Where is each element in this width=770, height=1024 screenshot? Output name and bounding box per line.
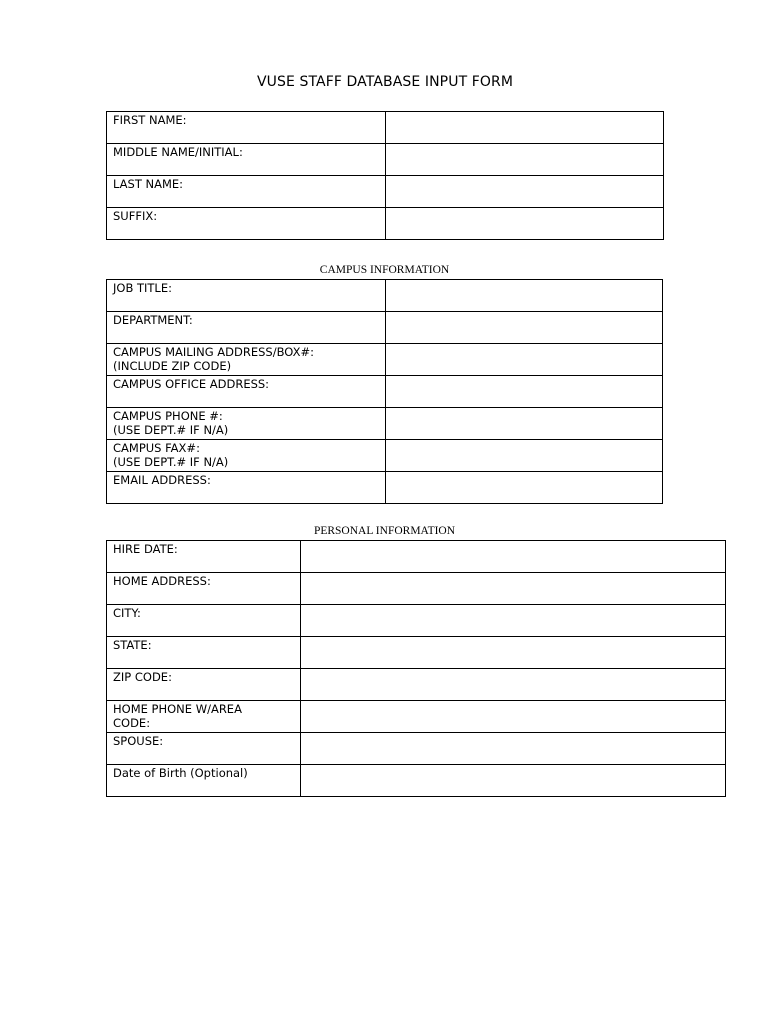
field-input-last-name[interactable]: [386, 176, 664, 208]
field-input-city[interactable]: [301, 605, 726, 637]
field-input-middle-name-initial[interactable]: [386, 144, 664, 176]
form-row-city: [107, 605, 726, 637]
form-row-department: [107, 312, 663, 344]
form-row-campus-office-address: [107, 376, 663, 408]
form-row-suffix: [107, 208, 664, 240]
field-input-hire-date[interactable]: [301, 541, 726, 573]
field-label-campus-office-address: CAMPUS OFFICE ADDRESS:: [107, 376, 386, 408]
field-input-spouse[interactable]: [301, 733, 726, 765]
form-row-job-title: [107, 280, 663, 312]
field-input-campus-fax-use-dept-if-n-a[interactable]: [386, 440, 663, 472]
field-input-state[interactable]: [301, 637, 726, 669]
field-label-home-phone-w-area-code: HOME PHONE W/AREA CODE:: [107, 701, 301, 733]
form-row-home-address: [107, 573, 726, 605]
field-input-campus-office-address[interactable]: [386, 376, 663, 408]
field-label-job-title: JOB TITLE:: [107, 280, 386, 312]
form-row-hire-date: [107, 541, 726, 573]
form-row-date-of-birth-optional: [107, 765, 726, 797]
form-row-middle-name-initial: [107, 144, 664, 176]
field-label-department: DEPARTMENT:: [107, 312, 386, 344]
field-input-home-phone-w-area-code[interactable]: [301, 701, 726, 733]
field-label-last-name: LAST NAME:: [107, 176, 386, 208]
form-row-state: [107, 637, 726, 669]
field-input-job-title[interactable]: [386, 280, 663, 312]
name-table: [106, 111, 664, 240]
field-label-first-name: FIRST NAME:: [107, 112, 386, 144]
field-input-suffix[interactable]: [386, 208, 664, 240]
form-row-campus-mailing-address-box-include-zip-code: [107, 344, 663, 376]
field-label-campus-mailing-address-box-include-zip-code: CAMPUS MAILING ADDRESS/BOX#: (INCLUDE ZIP CODE): [107, 344, 386, 376]
field-input-campus-mailing-address-box-include-zip-code[interactable]: [386, 344, 663, 376]
field-label-state: STATE:: [107, 637, 301, 669]
field-label-zip-code: ZIP CODE:: [107, 669, 301, 701]
field-label-hire-date: HIRE DATE:: [107, 541, 301, 573]
field-label-email-address: EMAIL ADDRESS:: [107, 472, 386, 504]
field-label-home-address: HOME ADDRESS:: [107, 573, 301, 605]
field-input-department[interactable]: [386, 312, 663, 344]
form-title: VUSE STAFF DATABASE INPUT FORM: [256, 74, 514, 90]
form-row-campus-phone-use-dept-if-n-a: [107, 408, 663, 440]
personal-information-heading: PERSONAL INFORMATION: [313, 525, 456, 537]
form-row-first-name: [107, 112, 664, 144]
field-input-zip-code[interactable]: [301, 669, 726, 701]
field-label-middle-name-initial: MIDDLE NAME/INITIAL:: [107, 144, 386, 176]
form-row-zip-code: [107, 669, 726, 701]
field-input-first-name[interactable]: [386, 112, 664, 144]
field-label-spouse: SPOUSE:: [107, 733, 301, 765]
field-input-date-of-birth-optional[interactable]: [301, 765, 726, 797]
field-input-email-address[interactable]: [386, 472, 663, 504]
campus-information-heading: CAMPUS INFORMATION: [319, 264, 450, 276]
form-row-campus-fax-use-dept-if-n-a: [107, 440, 663, 472]
form-row-email-address: [107, 472, 663, 504]
form-row-home-phone-w-area-code: [107, 701, 726, 733]
personal-information-table: [106, 540, 726, 797]
field-label-campus-phone-use-dept-if-n-a: CAMPUS PHONE #: (USE DEPT.# IF N/A): [107, 408, 386, 440]
field-label-campus-fax-use-dept-if-n-a: CAMPUS FAX#: (USE DEPT.# IF N/A): [107, 440, 386, 472]
campus-information-table: [106, 279, 663, 504]
form-row-last-name: [107, 176, 664, 208]
field-label-date-of-birth-optional: Date of Birth (Optional): [107, 765, 301, 797]
field-label-suffix: SUFFIX:: [107, 208, 386, 240]
field-input-home-address[interactable]: [301, 573, 726, 605]
field-input-campus-phone-use-dept-if-n-a[interactable]: [386, 408, 663, 440]
form-row-spouse: [107, 733, 726, 765]
field-label-city: CITY:: [107, 605, 301, 637]
